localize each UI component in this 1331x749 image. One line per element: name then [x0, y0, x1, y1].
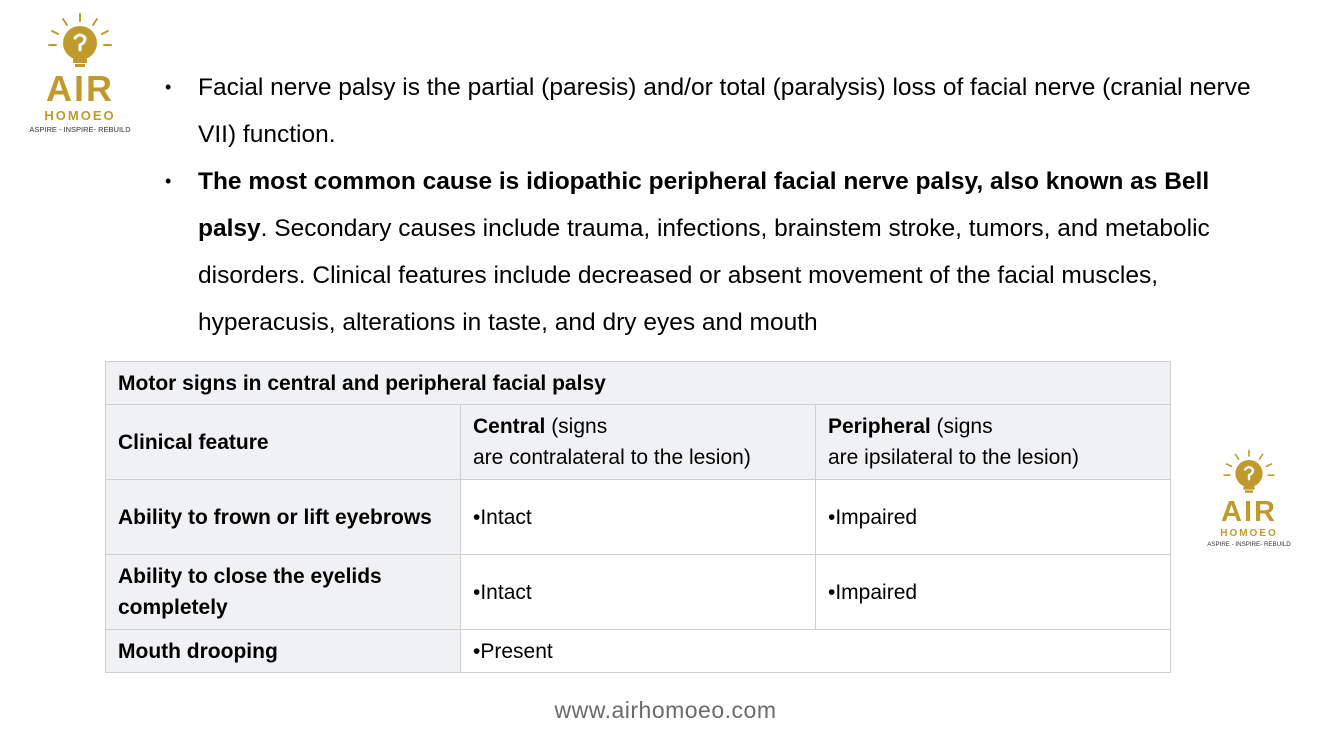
- logo-brand: AIR: [46, 68, 114, 109]
- bullet-list: [160, 64, 1270, 346]
- row-both-value: •Present: [461, 630, 1171, 673]
- bullet-bold-text: The most common cause is idiopathic peripheral facial nerve palsy, also known as Bell palsy: [198, 168, 1210, 242]
- row-central-value: •Intact: [461, 555, 816, 630]
- header-peripheral-label: Peripheral: [828, 415, 931, 438]
- logo-tagline: ASPIRE - INSPIRE- REBUILD: [1207, 541, 1291, 548]
- logo-side: [1203, 448, 1295, 548]
- bullet-item: [160, 158, 1270, 346]
- motor-signs-table: [105, 361, 1171, 673]
- row-central-value: •Intact: [461, 480, 816, 555]
- table-row: [106, 480, 1171, 555]
- header-central: [461, 405, 816, 480]
- header-peripheral-line2: are ipsilateral to the lesion): [828, 446, 1079, 469]
- table-row: [106, 555, 1171, 630]
- table-row: [106, 630, 1171, 673]
- row-peripheral-value: •Impaired: [816, 480, 1171, 555]
- header-central-label: Central: [473, 415, 546, 438]
- logo-top: [22, 12, 138, 134]
- row-feature: Mouth drooping: [106, 630, 461, 673]
- logo-tagline: ASPIRE - INSPIRE- REBUILD: [29, 125, 131, 134]
- footer-website: www.airhomoeo.com: [554, 697, 777, 723]
- row-feature: Ability to frown or lift eyebrows: [106, 480, 461, 555]
- table-header-row: [106, 405, 1171, 480]
- logo-sub: HOMOEO: [1220, 528, 1278, 539]
- table-title: Motor signs in central and peripheral facial palsy: [106, 362, 1171, 405]
- lightbulb-logo-icon: [45, 12, 115, 70]
- table-title-row: [106, 362, 1171, 405]
- bullet-text: Facial nerve palsy is the partial (paresis) and/or total (paralysis) loss of facial nerve (cranial nerve VII) function.: [198, 74, 1251, 148]
- bullet-dot-icon: •: [165, 171, 172, 191]
- row-feature: Ability to close the eyelids completely: [106, 555, 461, 630]
- bullet-item: [160, 64, 1270, 158]
- header-peripheral-note: (signs: [930, 415, 993, 438]
- header-clinical-feature: Clinical feature: [106, 405, 461, 480]
- logo-sub: HOMOEO: [44, 108, 116, 123]
- bullet-dot-icon: •: [165, 77, 172, 97]
- bullet-text: . Secondary causes include trauma, infections, brainstem stroke, tumors, and metabolic disorders. Clinical features include decreased or absent movement of the facial muscles, hyperacusis, alterations in taste, and dry eyes and mouth: [198, 215, 1210, 336]
- header-central-line2: are contralateral to the lesion): [473, 446, 751, 469]
- lightbulb-logo-icon: [1221, 448, 1277, 496]
- header-central-note: (signs: [545, 415, 608, 438]
- row-peripheral-value: •Impaired: [816, 555, 1171, 630]
- header-peripheral: [816, 405, 1171, 480]
- logo-brand: AIR: [1221, 496, 1277, 528]
